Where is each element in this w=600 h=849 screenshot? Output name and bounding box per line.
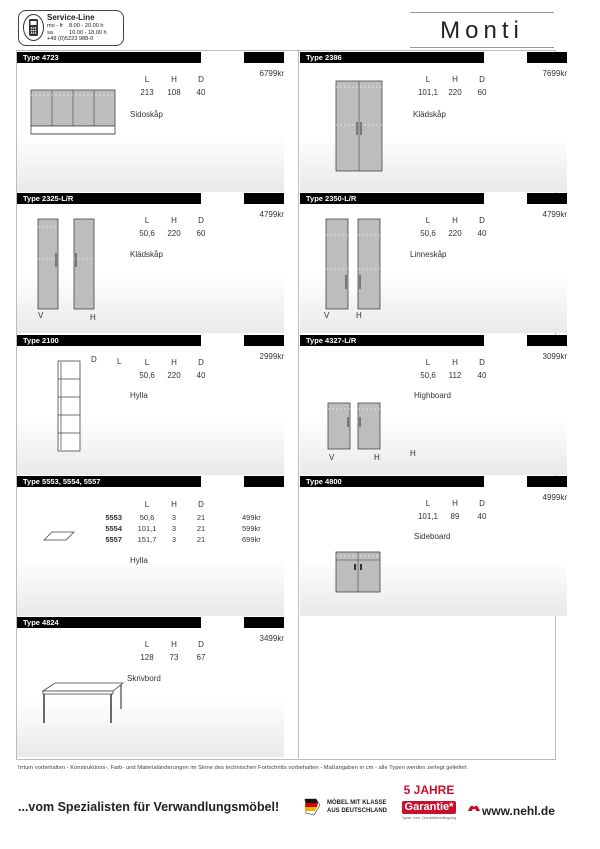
- product-price: 7699kr: [542, 69, 567, 78]
- product-type: Type 2350-L/R: [300, 193, 484, 204]
- bookshelf-illustration: [52, 355, 92, 460]
- quality-line-2: AUS DEUTSCHLAND: [327, 808, 387, 814]
- product-card-4800: Type 4800 4999kr L H D 101,1 89 40 Sideboard: [300, 476, 567, 616]
- service-hours-weekdays: mo - fr 8.00 - 20.00 h: [47, 23, 104, 29]
- quality-line-1: MÖBEL MIT KLASSE: [327, 800, 387, 806]
- guarantee-badge: [397, 784, 461, 828]
- quality-badge: [302, 793, 394, 821]
- service-phone: +49 (0)5223 988-0: [47, 36, 94, 42]
- legal-note: Irrtum vorbehalten - Konstruktions-, Farb- und Materialänderungen im Sinne des technischen Fortschritts vorbehalten - Maßangaben in cm - alle Typen werden zerlegt geliefert: [18, 765, 467, 771]
- product-price: 3499kr: [259, 634, 284, 643]
- product-card-2350: Type 2350-L/R 4799kr L H D 50,6 220 40 Linneskåp V H: [300, 193, 567, 333]
- website[interactable]: [482, 804, 555, 818]
- website-url: www.nehl.de: [482, 804, 555, 818]
- product-type: Type 2325-L/R: [17, 193, 201, 204]
- service-line-box: [18, 10, 124, 46]
- guarantee-years: 5 JAHRE: [403, 783, 455, 797]
- variant-label-right: H: [374, 453, 380, 462]
- linen-cabinet-pair-illustration: [320, 213, 390, 313]
- variant-label-left: V: [324, 311, 330, 320]
- product-name: Linneskåp: [408, 249, 482, 260]
- product-type: Type 2100: [17, 335, 201, 346]
- guarantee-note: *gem. bes. Garantiebedingung: [401, 815, 457, 820]
- sideboard-illustration: [330, 544, 390, 599]
- highboard-pair-illustration: [322, 397, 392, 457]
- service-line-title: Service-Line: [47, 13, 95, 22]
- nehl-logo-icon: [467, 801, 481, 815]
- collection-title: Monti: [410, 12, 554, 48]
- product-card-2325: Type 2325-L/R 4799kr L H D 50,6 220 60 Klädskåp V H: [17, 193, 284, 333]
- product-card-4327: Type 4327-L/R 3099kr L H D 50,6 112 40 Highboard V H H: [300, 335, 567, 475]
- phone-icon: [23, 14, 44, 41]
- product-card-5553: Type 5553, 5554, 5557 L H D 5553 50,6 3 21 499kr 5554 101,1 3 21 599kr 5557 151,7 3 21 699kr Hylla: [17, 476, 284, 616]
- product-name: Sideboard: [412, 531, 486, 542]
- product-name: Klädskåp: [128, 249, 196, 260]
- product-type: Type 4327-L/R: [300, 335, 484, 346]
- product-type: Type 4723: [17, 52, 201, 63]
- product-name: Sidoskåp: [128, 109, 196, 120]
- product-price: 4799kr: [542, 210, 567, 219]
- product-price: 4999kr: [542, 493, 567, 502]
- product-type: Type 4824: [17, 617, 201, 628]
- wall-shelf-illustration: [42, 526, 82, 546]
- product-name: Skrivbord: [125, 673, 179, 684]
- dimension-label-l: L: [117, 357, 122, 366]
- product-card-2100: Type 2100 2999kr D L L H D 50,6 220 40 Hylla: [17, 335, 284, 475]
- sideboard-wall-unit-illustration: [29, 85, 131, 141]
- product-card-4723: Type 4723 6799kr L H D 213 108 40 Sidoskåp: [17, 52, 284, 192]
- product-name: Hylla: [128, 390, 162, 401]
- product-price: 3099kr: [542, 352, 567, 361]
- product-type: Type 4800: [300, 476, 484, 487]
- variant-label-right: H: [90, 313, 96, 322]
- variant-label-left: V: [38, 311, 44, 320]
- service-hours-saturday: sa 10.00 - 18.00 h: [47, 29, 107, 36]
- wardrobe-illustration: [330, 77, 390, 177]
- product-type: Type 5553, 5554, 5557: [17, 476, 201, 487]
- product-name: Highboard: [412, 390, 510, 401]
- dimension-label-d: D: [91, 355, 97, 364]
- variant-label-right: H: [356, 311, 362, 320]
- product-price: 4799kr: [259, 210, 284, 219]
- product-type: Type 2386: [300, 52, 484, 63]
- product-card-2386: Type 2386 7699kr L H D 101,1 220 60 Klädskåp: [300, 52, 567, 192]
- product-name: Klädskåp: [411, 109, 485, 120]
- height-label: H: [410, 449, 416, 458]
- product-price: 6799kr: [259, 69, 284, 78]
- guarantee-label: Garantie*: [402, 801, 457, 814]
- product-price: 2999kr: [259, 352, 284, 361]
- desk-illustration: [35, 679, 127, 729]
- variant-label-left: V: [329, 453, 335, 462]
- product-card-4824: Type 4824 3499kr L H D 128 73 67 Skrivbord: [17, 617, 284, 757]
- slogan: ...vom Spezialisten für Verwandlungsmöbel!: [18, 800, 280, 814]
- german-quality-logo-icon: [302, 797, 324, 817]
- wardrobe-pair-illustration: [32, 213, 102, 313]
- product-name: Hylla: [128, 555, 162, 566]
